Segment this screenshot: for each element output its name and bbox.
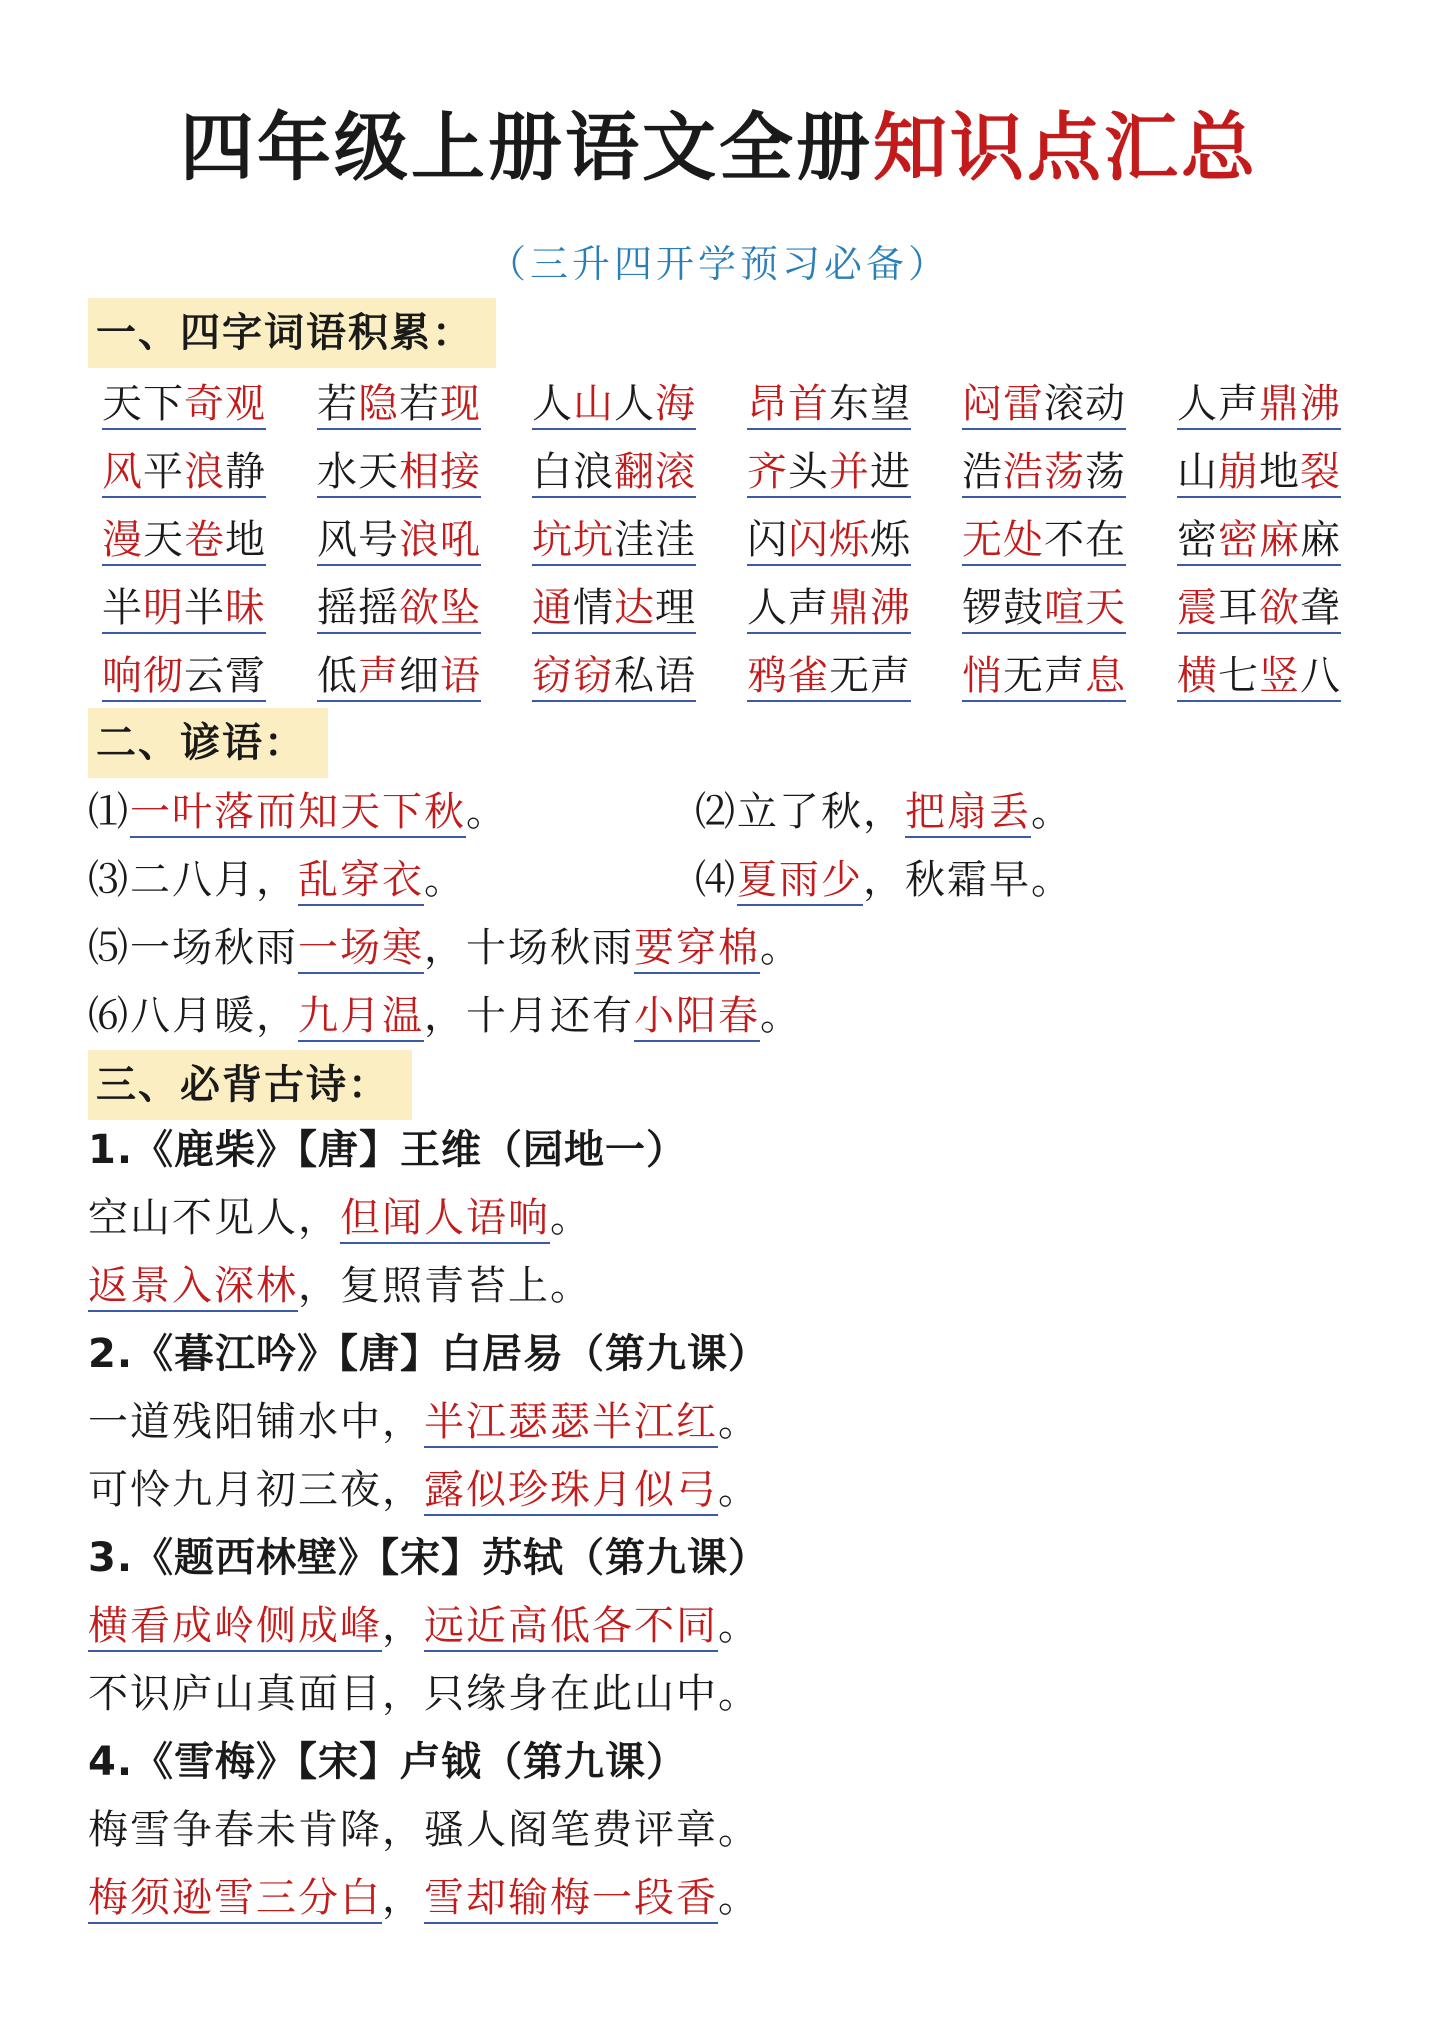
proverb-number: ⑷ [695,857,737,903]
section-heading-poems: 三、必背古诗： [88,1050,412,1120]
idiom-highlight: 闪烁 [788,517,870,566]
proverb-text: 二八月， [130,857,298,903]
proverb-text: 八月暖， [130,993,298,1039]
idiom [962,443,1126,501]
idiom-highlight: 浩荡 [1003,449,1085,498]
poem-text: 空山不见人， [88,1195,340,1241]
poem-line [88,1666,760,1722]
idiom-highlight: 响彻 [102,653,184,702]
idiom-text: 进 [870,449,911,498]
proverb-text: ，十场秋雨 [424,925,634,971]
idiom-text: 聋 [1300,585,1341,634]
idiom-text: 若 [317,381,358,430]
idiom-row [102,647,1402,715]
idiom-highlight: 语 [440,653,481,702]
idiom-text: 人声 [1177,381,1259,430]
proverb-text: 。 [760,993,802,1039]
proverb-highlight: 小阳春 [634,993,760,1042]
idiom [317,375,481,433]
idiom-text: 天下 [102,381,184,430]
idiom [102,579,266,637]
idiom-text: 理 [655,585,696,634]
idiom [747,443,911,501]
idiom-text: 地 [1259,449,1300,498]
poem-title: 4.《雪梅》【宋】卢钺（第九课） [88,1739,688,1785]
idiom-highlight: 喧天 [1044,585,1126,634]
idiom-text: 若 [399,381,440,430]
poem-text: ，复照青苔上。 [298,1263,592,1309]
poem-title: 1.《鹿柴》【唐】王维（园地一） [88,1127,688,1173]
idiom-highlight: 窃窃 [532,653,614,702]
idiom-highlight: 声 [358,653,399,702]
idiom-text: 人声 [747,585,829,634]
idiom-highlight: 隐 [358,381,399,430]
poem-title: 3.《题西林壁》【宋】苏轼（第九课） [88,1535,770,1581]
idiom-highlight: 横 [1177,653,1218,702]
proverb-highlight: 夏雨少 [737,857,863,906]
idiom-highlight: 闷雷 [962,381,1044,430]
proverb-text: 立了秋， [737,789,905,835]
idiom [102,647,266,705]
idiom-highlight: 山 [573,381,614,430]
idiom-text: 荡 [1085,449,1126,498]
proverb-6 [88,988,802,1044]
idiom-highlight: 翻滚 [614,449,696,498]
proverb-text: 。 [466,789,508,835]
idiom [962,511,1126,569]
poem-text: 。 [718,1399,760,1445]
idiom-text: 静 [225,449,266,498]
idiom-highlight: 震 [1177,585,1218,634]
title-black: 四年级上册语文全册 [180,105,873,191]
poem-line [88,1190,592,1246]
idiom-highlight: 明 [143,585,184,634]
idiom-highlight: 息 [1085,653,1126,702]
idiom-highlight: 相接 [399,449,481,498]
idiom [747,375,911,433]
idiom-highlight: 无处 [962,517,1044,566]
proverb-1 [88,784,508,840]
proverb-4 [695,852,1073,908]
proverb-text: 一场秋雨 [130,925,298,971]
proverb-number: ⑶ [88,857,130,903]
poem-highlight: 露似珍珠月似弓 [424,1467,718,1516]
poem-line [88,1802,760,1858]
proverb-highlight: 一叶落而知天下秋 [130,789,466,838]
poem-text: ， [382,1875,424,1921]
proverb-number: ⑹ [88,993,130,1039]
idiom-text: 东望 [829,381,911,430]
idiom-highlight: 海 [655,381,696,430]
idiom-text: 天 [143,517,184,566]
idiom [1177,443,1341,501]
idiom-highlight: 鼎沸 [1259,381,1341,430]
idiom-highlight: 风 [102,449,143,498]
idiom-text: 不在 [1044,517,1126,566]
idiom-text: 浩 [962,449,1003,498]
idiom [102,443,266,501]
proverb-text: ，十月还有 [424,993,634,1039]
poem-text: 不识庐山真面目，只缘身在此山中。 [88,1671,760,1717]
idiom-highlight: 浪吼 [399,517,481,566]
idiom-highlight: 达 [614,585,655,634]
idiom-highlight: 竖 [1259,653,1300,702]
idiom [317,511,481,569]
poem-line [88,1870,760,1926]
idiom [747,579,911,637]
poem-text: ， [382,1603,424,1649]
page-title [0,104,1438,193]
idiom-text: 烁 [870,517,911,566]
idiom-highlight: 密麻 [1218,517,1300,566]
proverb-2 [695,784,1073,840]
idiom-text: 摇摇 [317,585,399,634]
poem-highlight: 半江瑟瑟半江红 [424,1399,718,1448]
idiom [1177,579,1341,637]
idiom-text: 无声 [1003,653,1085,702]
idiom-text: 细 [399,653,440,702]
idiom-highlight: 通 [532,585,573,634]
poem-line [88,1598,760,1654]
poem-text: 。 [718,1467,760,1513]
idiom-text: 耳 [1218,585,1259,634]
idiom-text: 情 [573,585,614,634]
title-red: 知识点汇总 [873,105,1258,191]
proverb-highlight: 把扇丢 [905,789,1031,838]
poem-line [88,1258,592,1314]
idiom [747,511,911,569]
idiom [317,443,481,501]
proverb-text: ，秋霜早。 [863,857,1073,903]
proverb-highlight: 九月温 [298,993,424,1042]
poem-text: 。 [550,1195,592,1241]
poem-title: 2.《暮江吟》【唐】白居易（第九课） [88,1331,770,1377]
idiom-highlight: 现 [440,381,481,430]
idiom-text: 密 [1177,517,1218,566]
poem-highlight: 返景入深林 [88,1263,298,1312]
idiom-row [102,579,1402,647]
proverb-3 [88,852,466,908]
idiom-highlight: 坑坑 [532,517,614,566]
idiom [962,647,1126,705]
idiom-text: 私语 [614,653,696,702]
idiom [962,375,1126,433]
idiom-text: 人 [614,381,655,430]
poem-text: 。 [718,1603,760,1649]
idiom [532,443,696,501]
poem-highlight: 远近高低各不同 [424,1603,718,1652]
idiom-row [102,375,1402,443]
idiom-text: 白浪 [532,449,614,498]
idiom [532,511,696,569]
idiom-highlight: 欲 [1259,585,1300,634]
poem-text: 可怜九月初三夜， [88,1467,424,1513]
poem-line [88,1394,760,1450]
idiom [317,647,481,705]
idiom [1177,511,1341,569]
idiom-row [102,443,1402,511]
poem-highlight: 横看成岭侧成峰 [88,1603,382,1652]
idiom-highlight: 卷 [184,517,225,566]
idiom [962,579,1126,637]
idiom-text: 八 [1300,653,1341,702]
proverb-text: 。 [1031,789,1073,835]
idiom-highlight: 齐 [747,449,788,498]
idiom-text: 无声 [829,653,911,702]
idiom-highlight: 鸦雀 [747,653,829,702]
idiom-text: 山 [1177,449,1218,498]
idiom [317,579,481,637]
proverb-highlight: 一场寒 [298,925,424,974]
poem-line [88,1462,760,1518]
proverb-number: ⑴ [88,789,130,835]
idiom [532,579,696,637]
poem-highlight: 雪却输梅一段香 [424,1875,718,1924]
idiom-text: 平 [143,449,184,498]
idiom-highlight: 漫 [102,517,143,566]
idiom-text: 半 [184,585,225,634]
idiom [1177,375,1341,433]
section-heading-proverbs: 二、谚语： [88,708,328,778]
proverb-number: ⑸ [88,925,130,971]
idiom-grid [102,375,1402,715]
proverb-5 [88,920,802,976]
idiom-text: 低 [317,653,358,702]
poem-highlight: 梅须逊雪三分白 [88,1875,382,1924]
idiom [532,375,696,433]
idiom-text: 人 [532,381,573,430]
poem-text: 梅雪争春未肯降，骚人阁笔费评章。 [88,1807,760,1853]
idiom-highlight: 欲坠 [399,585,481,634]
idiom-text: 地 [225,517,266,566]
idiom-text: 七 [1218,653,1259,702]
proverb-text: 。 [424,857,466,903]
idiom-highlight: 崩 [1218,449,1259,498]
subtitle: （三升四开学预习必备） [487,242,950,286]
idiom-highlight: 悄 [962,653,1003,702]
idiom-text: 风号 [317,517,399,566]
idiom-text: 云霄 [184,653,266,702]
idiom-text: 滚动 [1044,381,1126,430]
idiom-row [102,511,1402,579]
idiom-highlight: 昧 [225,585,266,634]
proverb-highlight: 要穿棉 [634,925,760,974]
idiom-highlight: 浪 [184,449,225,498]
idiom-text: 半 [102,585,143,634]
idiom-highlight: 昂首 [747,381,829,430]
idiom [532,647,696,705]
idiom-text: 头 [788,449,829,498]
idiom-highlight: 裂 [1300,449,1341,498]
idiom-text: 闪 [747,517,788,566]
poem-highlight: 但闻人语响 [340,1195,550,1244]
idiom-text: 锣鼓 [962,585,1044,634]
idiom-highlight: 并 [829,449,870,498]
poem-text: 。 [718,1875,760,1921]
proverb-text: 。 [760,925,802,971]
idiom [1177,647,1341,705]
idiom [747,647,911,705]
section-heading-idioms: 一、四字词语积累： [88,298,496,368]
idiom-highlight: 奇观 [184,381,266,430]
proverb-highlight: 乱穿衣 [298,857,424,906]
idiom [102,511,266,569]
idiom-text: 麻 [1300,517,1341,566]
idiom-highlight: 鼎沸 [829,585,911,634]
idiom-text: 洼洼 [614,517,696,566]
idiom-text: 水天 [317,449,399,498]
idiom [102,375,266,433]
poem-text: 一道残阳铺水中， [88,1399,424,1445]
proverb-number: ⑵ [695,789,737,835]
